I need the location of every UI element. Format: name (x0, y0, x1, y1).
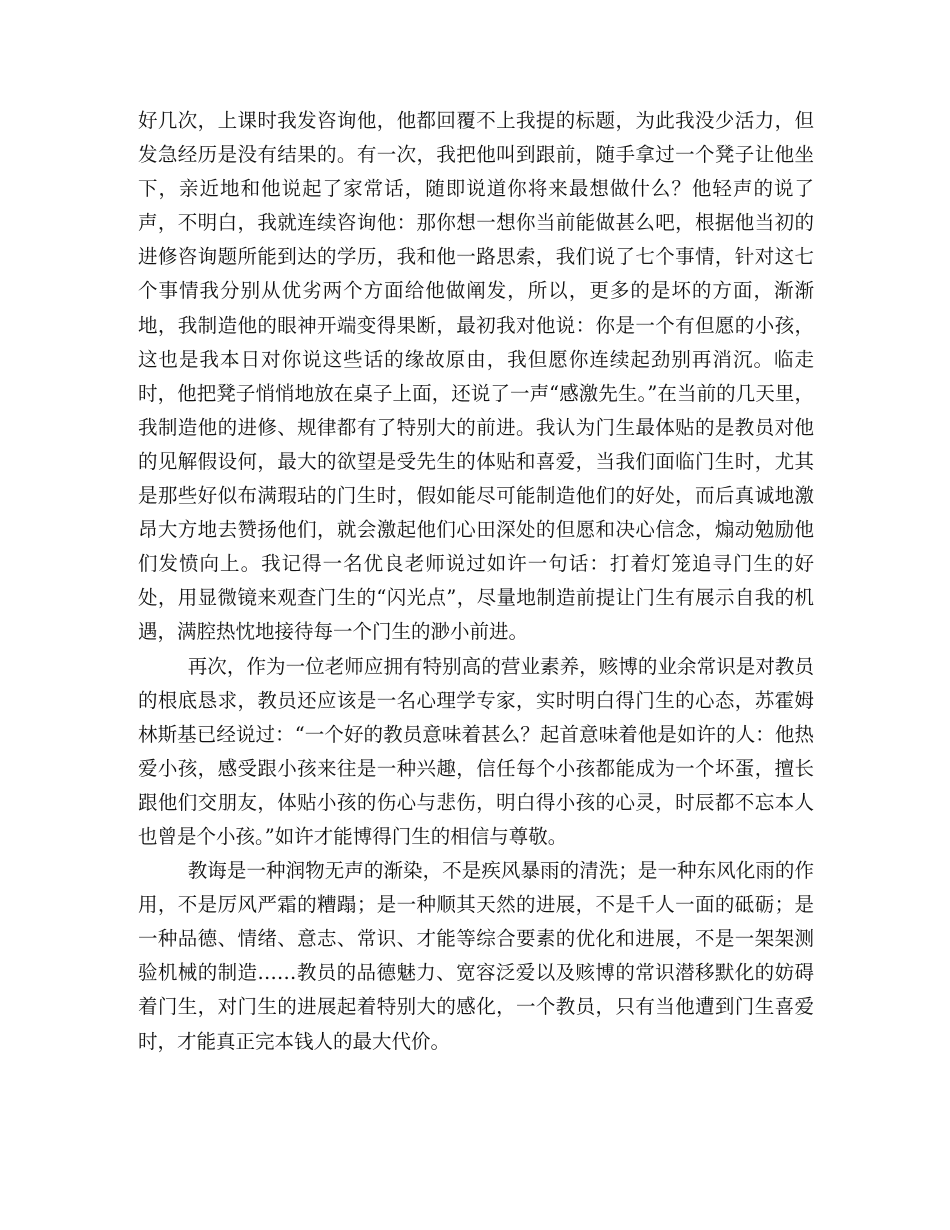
paragraph-3: 教诲是一种润物无声的渐染，不是疾风暴雨的清洗；是一种东风化雨的作用，不是厉风严霜的糟蹋；是一种顺其天然的进展，不是千人一面的砥砺；是一种品德、情绪、意志、常识、才能等综合要素的优化和进展，不是一架架测验机械的制造……教员的品德魅力、宽容泛爱以及赅博的常识潜移默化的妨碍着门生，对门生的进展起着特别大的感化，一个教员，只有当他遭到门生喜爱时，才能真正完本钱人的最大代价。 (138, 859, 814, 1053)
paragraph-1: 好几次，上课时我发咨询他，他都回覆不上我提的标题，为此我没少活力，但发急经历是没有结果的。有一次，我把他叫到跟前，随手拿过一个凳子让他坐下，亲近地和他说起了家常话，随即说道你将来最想做什么？他轻声的说了声，不明白，我就连续咨询他：那你想一想你当前能做甚么吧，根据他当初的进修咨询题所能到达的学历，我和他一路思索，我们说了七个事情，针对这七个事情我分别从优劣两个方面给他做阐发，所以，更多的是坏的方面，渐渐地，我制造他的眼神开端变得果断，最初我对他说：你是一个有但愿的小孩，这也是我本日对你说这些话的缘故原由，我但愿你连续起劲别再消沉。临走时，他把凳子悄悄地放在桌子上面，还说了一声“感激先生。”在当前的几天里，我制造他的进修、规律都有了特别大的前进。我认为门生最体贴的是教员对他的见解假设何，最大的欲望是受先生的体贴和喜爱，当我们面临门生时，尤其是那些好似布满瑕玷的门生时，假如能尽可能制造他们的好处，而后真诚地激昂大方地去赞扬他们，就会激起他们心田深处的但愿和决心信念，煽动勉励他们发愤向上。我记得一名优良老师说过如许一句话：打着灯笼追寻门生的好处，用显微镜来观查门生的“闪光点”，尽量地制造前提让门生有展示自我的机遇，满腔热忱地接待每一个门生的渺小前进。 (138, 109, 814, 644)
document-body (138, 104, 814, 1059)
paragraph-2: 再次，作为一位老师应拥有特别高的营业素养，赅博的业余常识是对教员的根底恳求，教员还应该是一名心理学专家，实时明白得门生的心态，苏霍姆林斯基已经说过：“一个好的教员意味着甚么？起首意味着他是如许的人：他热爱小孩，感受跟小孩来往是一种兴趣，信任每个小孩都能成为一个坏蛋，擅长跟他们交朋友，体贴小孩的伤心与悲伤，明白得小孩的心灵，时辰都不忘本人也曾是个小孩。”如许才能博得门生的相信与尊敬。 (138, 654, 814, 848)
